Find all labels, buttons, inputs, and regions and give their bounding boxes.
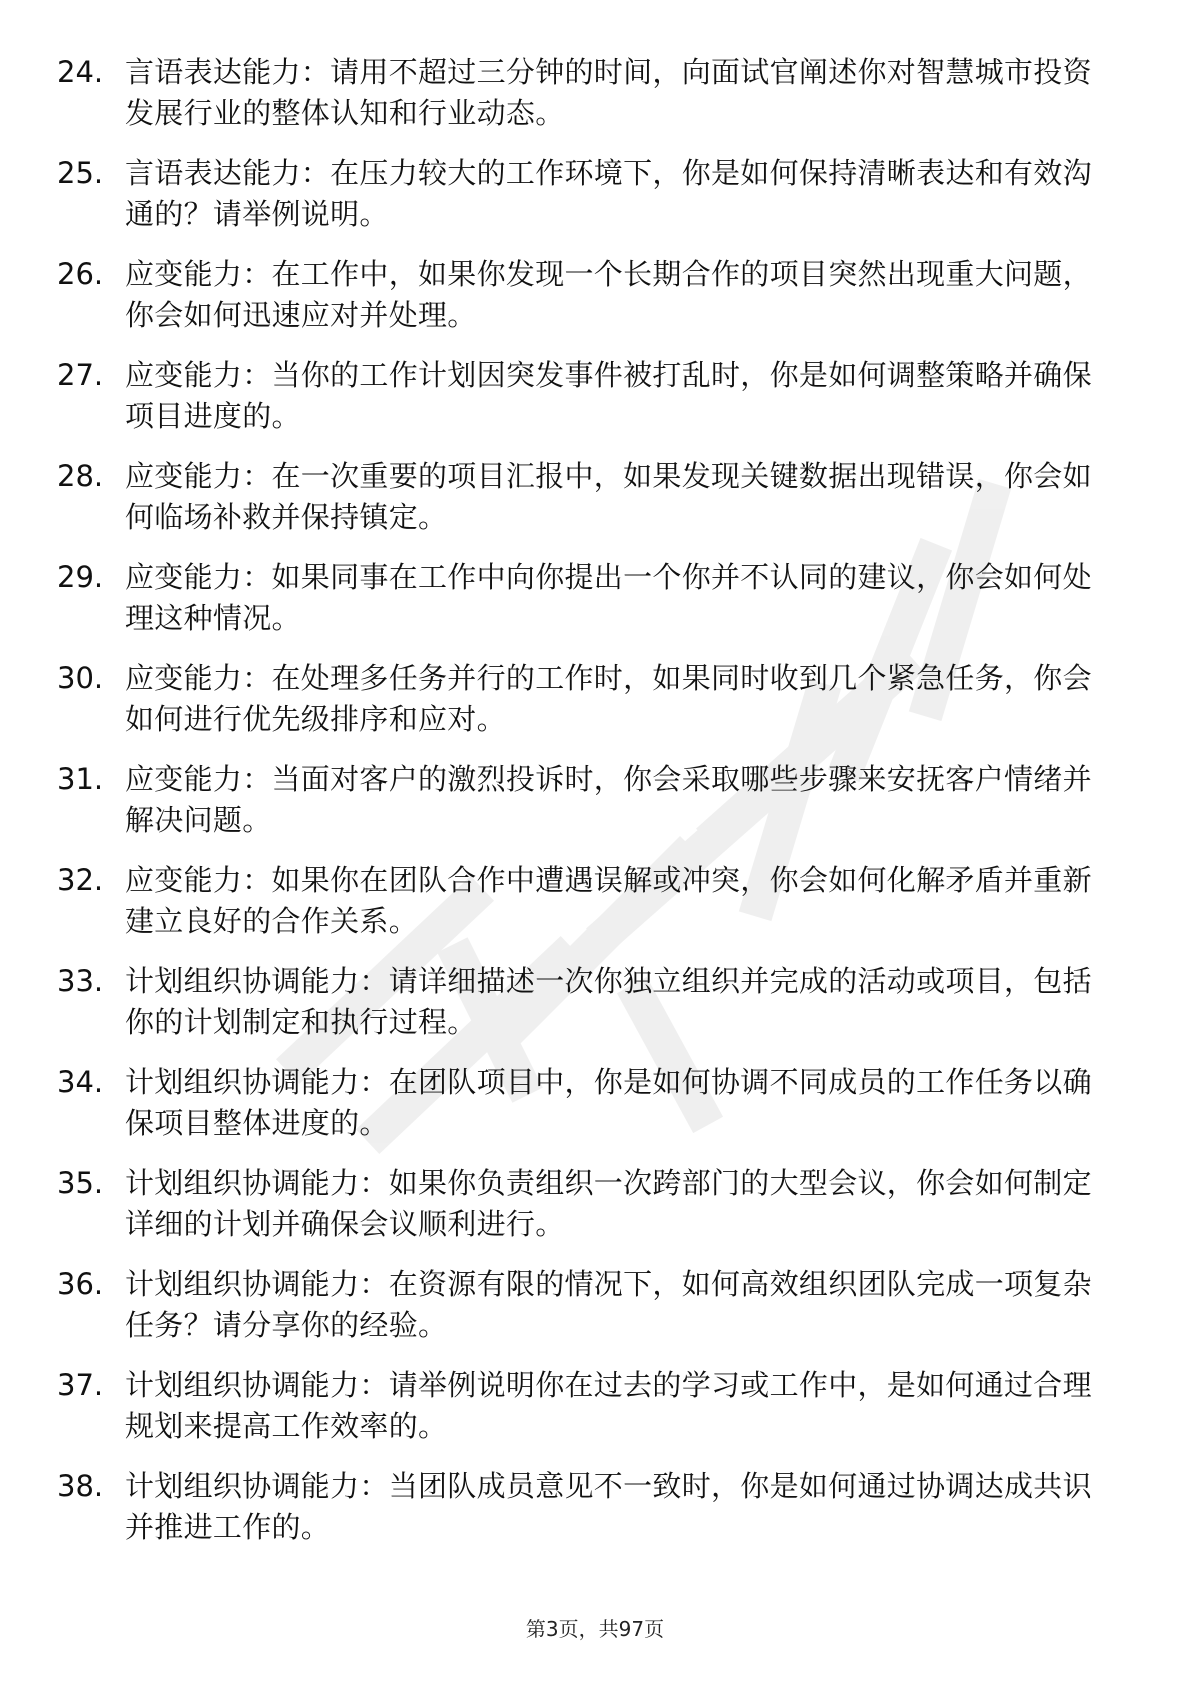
question-number: 29. [57, 560, 104, 594]
page-number-label: 第3页，共97页 [525, 1617, 665, 1641]
question-text: 计划组织协调能力：当团队成员意见不一致时，你是如何通过协调达成共识并推进工作的。 [125, 1469, 1092, 1544]
question-text: 计划组织协调能力：在团队项目中，你是如何协调不同成员的工作任务以确保项目整体进度的。 [125, 1065, 1092, 1140]
question-text: 言语表达能力：请用不超过三分钟的时间，向面试官阐述你对智慧城市投资发展行业的整体认知和行业动态。 [125, 55, 1092, 130]
question-number: 33. [57, 964, 104, 998]
question-text: 计划组织协调能力：请详细描述一次你独立组织并完成的活动或项目，包括你的计划制定和执行过程。 [125, 964, 1092, 1039]
question-text: 应变能力：在处理多任务并行的工作时，如果同时收到几个紧急任务，你会如何进行优先级排序和应对。 [125, 661, 1092, 736]
list-item [57, 1062, 1117, 1144]
list-item [57, 1163, 1117, 1245]
list-item [57, 961, 1117, 1043]
question-number: 38. [57, 1469, 104, 1503]
question-text: 计划组织协调能力：请举例说明你在过去的学习或工作中，是如何通过合理规划来提高工作效率的。 [125, 1368, 1092, 1443]
question-number: 37. [57, 1368, 104, 1402]
question-number: 30. [57, 661, 104, 695]
page-footer [0, 1617, 1190, 1641]
list-item [57, 658, 1117, 740]
list-item [57, 1365, 1117, 1447]
list-item [57, 759, 1117, 841]
question-text: 应变能力：当你的工作计划因突发事件被打乱时，你是如何调整策略并确保项目进度的。 [125, 358, 1092, 433]
question-text: 计划组织协调能力：在资源有限的情况下，如何高效组织团队完成一项复杂任务？请分享你的经验。 [125, 1267, 1092, 1342]
question-number: 24. [57, 55, 104, 89]
question-number: 26. [57, 257, 104, 291]
question-number: 28. [57, 459, 104, 493]
question-text: 言语表达能力：在压力较大的工作环境下，你是如何保持清晰表达和有效沟通的？请举例说明。 [125, 156, 1092, 231]
question-text: 计划组织协调能力：如果你负责组织一次跨部门的大型会议，你会如何制定详细的计划并确保会议顺利进行。 [125, 1166, 1092, 1241]
question-number: 34. [57, 1065, 104, 1099]
list-item [57, 1264, 1117, 1346]
question-number: 35. [57, 1166, 104, 1200]
question-number: 31. [57, 762, 104, 796]
question-list [57, 52, 1117, 1567]
list-item [57, 355, 1117, 437]
list-item [57, 52, 1117, 134]
list-item [57, 254, 1117, 336]
question-number: 25. [57, 156, 104, 190]
question-text: 应变能力：在工作中，如果你发现一个长期合作的项目突然出现重大问题，你会如何迅速应对并处理。 [125, 257, 1092, 332]
question-number: 36. [57, 1267, 104, 1301]
question-text: 应变能力：如果你在团队合作中遭遇误解或冲突，你会如何化解矛盾并重新建立良好的合作关系。 [125, 863, 1092, 938]
list-item [57, 1466, 1117, 1548]
question-text: 应变能力：在一次重要的项目汇报中，如果发现关键数据出现错误，你会如何临场补救并保持镇定。 [125, 459, 1092, 534]
list-item [57, 153, 1117, 235]
list-item [57, 860, 1117, 942]
list-item [57, 456, 1117, 538]
question-number: 27. [57, 358, 104, 392]
question-text: 应变能力：当面对客户的激烈投诉时，你会采取哪些步骤来安抚客户情绪并解决问题。 [125, 762, 1092, 837]
list-item [57, 557, 1117, 639]
question-text: 应变能力：如果同事在工作中向你提出一个你并不认同的建议，你会如何处理这种情况。 [125, 560, 1092, 635]
question-number: 32. [57, 863, 104, 897]
